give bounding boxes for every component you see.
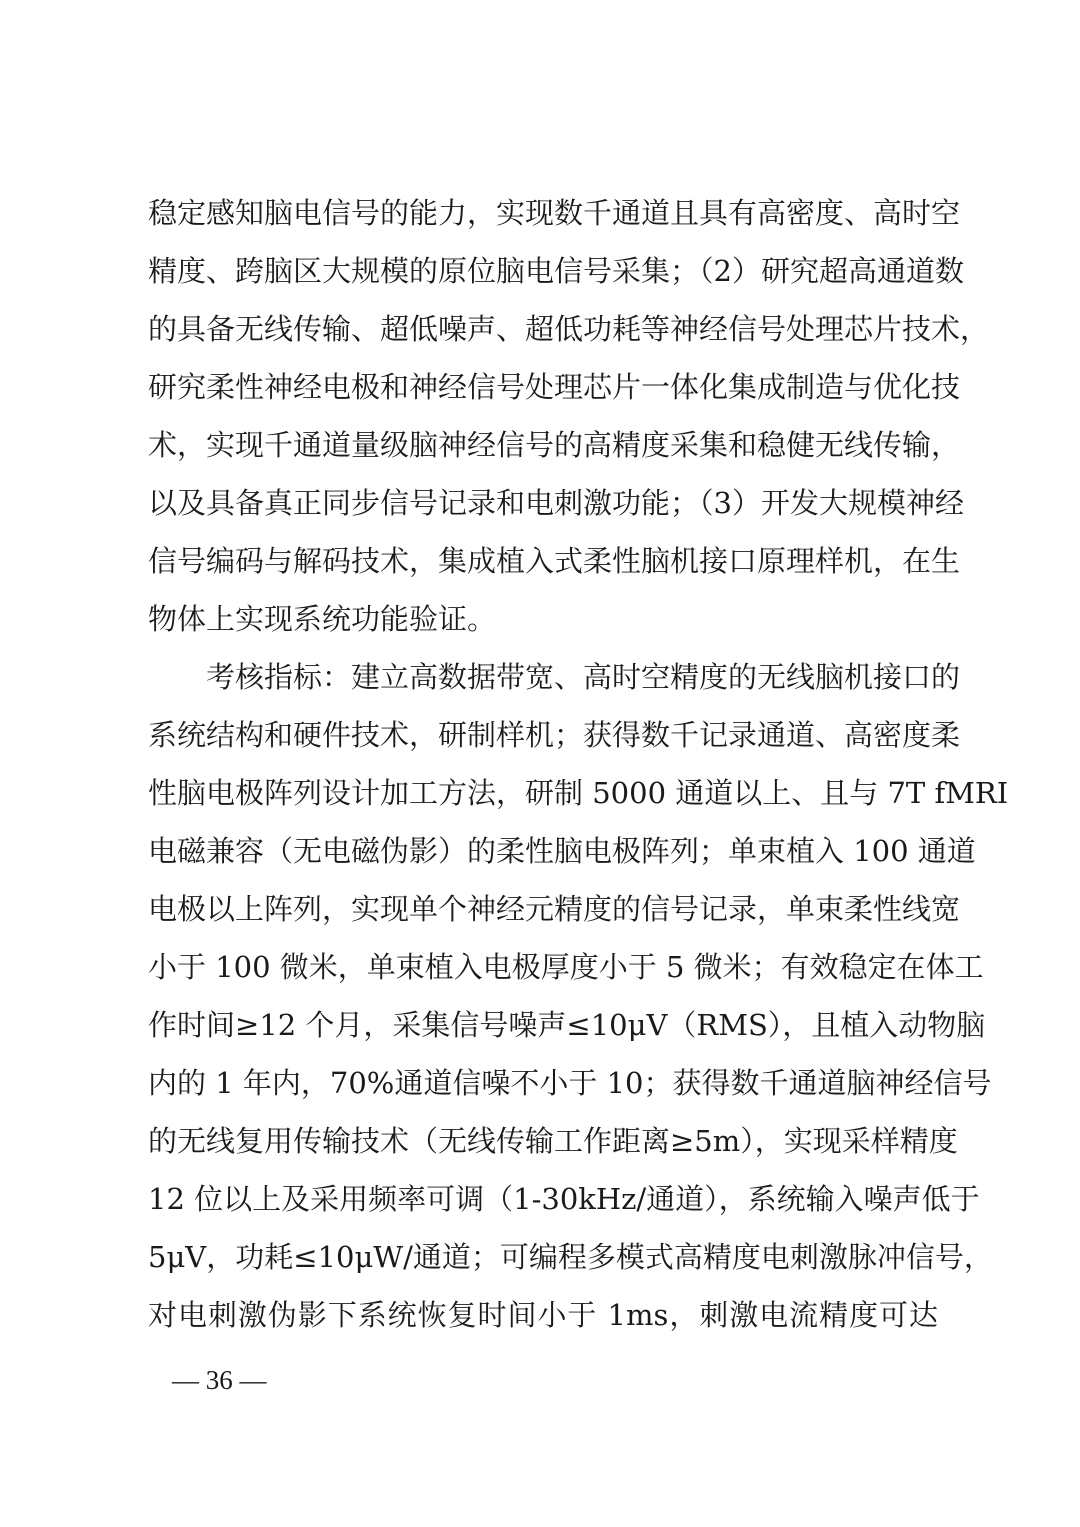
text-line: 电极以上阵列，实现单个神经元精度的信号记录，单束柔性线宽 xyxy=(148,892,961,926)
text-line: 信号编码与解码技术，集成植入式柔性脑机接口原理样机，在生 xyxy=(148,544,961,578)
text-line: 精度、跨脑区大规模的原位脑电信号采集；（2）研究超高通道数 xyxy=(148,254,964,288)
text-line: 物体上实现系统功能验证。 xyxy=(148,602,497,636)
text-line: 的具备无线传输、超低噪声、超低功耗等神经信号处理芯片技术， xyxy=(148,312,990,346)
text-line: 稳定感知脑电信号的能力，实现数千通道且具有高密度、高时空 xyxy=(148,196,961,230)
text-line: 内的 1 年内，70%通道信噪不小于 10；获得数千通道脑神经信号 xyxy=(148,1066,992,1100)
text-line: 系统结构和硬件技术，研制样机；获得数千记录通道、高密度柔 xyxy=(148,718,961,752)
text-line: 5μV，功耗≤10μW/通道；可编程多模式高精度电刺激脉冲信号， xyxy=(148,1240,993,1274)
text-line: 作时间≥12 个月，采集信号噪声≤10μV（RMS），且植入动物脑 xyxy=(148,1008,986,1042)
document-body xyxy=(148,184,1009,1344)
paragraph-assessment-indicators xyxy=(148,648,1009,1344)
text-line: 性脑电极阵列设计加工方法，研制 5000 通道以上、且与 7T fMRI xyxy=(148,776,1009,810)
text-line: 小于 100 微米，单束植入电极厚度小于 5 微米；有效稳定在体工 xyxy=(148,950,984,984)
text-line: 术，实现千通道量级脑神经信号的高精度采集和稳健无线传输， xyxy=(148,428,961,462)
text-line: 研究柔性神经电极和神经信号处理芯片一体化集成制造与优化技 xyxy=(148,370,961,404)
paragraph-research-content xyxy=(148,184,990,648)
text-line: 考核指标：建立高数据带宽、高时空精度的无线脑机接口的 xyxy=(206,660,961,694)
page-number: — 36 — xyxy=(172,1365,267,1395)
text-line: 的无线复用传输技术（无线传输工作距离≥5m），实现采样精度 xyxy=(148,1124,958,1158)
text-line: 以及具备真正同步信号记录和电刺激功能；（3）开发大规模神经 xyxy=(148,486,964,520)
text-line: 12 位以上及采用频率可调（1-30kHz/通道），系统输入噪声低于 xyxy=(148,1182,980,1216)
text-line: 电磁兼容（无电磁伪影）的柔性脑电极阵列；单束植入 100 通道 xyxy=(148,834,976,868)
text-line: 对电刺激伪影下系统恢复时间小于 1ms，刺激电流精度可达 xyxy=(148,1298,938,1332)
